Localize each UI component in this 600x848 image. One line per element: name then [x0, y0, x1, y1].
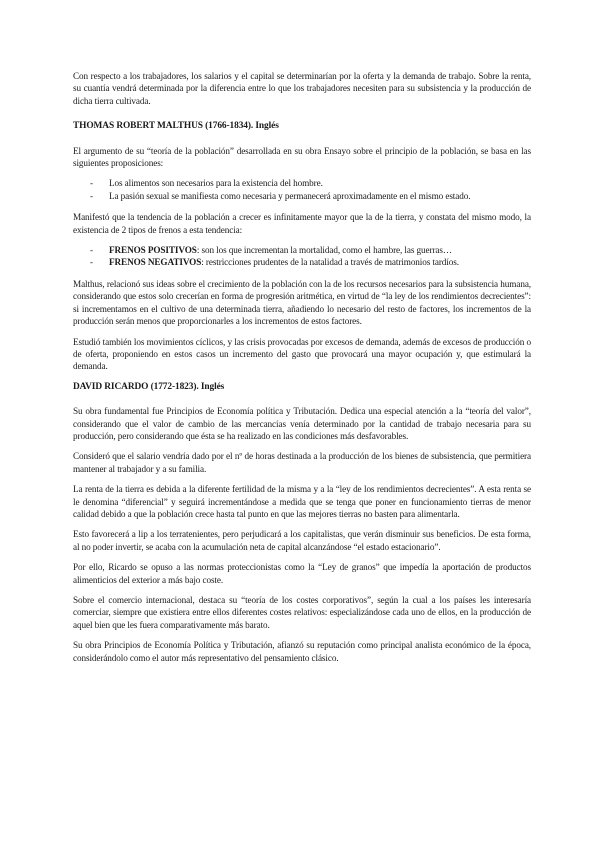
- dash-bullet: -: [90, 178, 93, 189]
- malthus-paragraph-4: Estudió también los movimientos cíclicos, y las crisis provocadas por excesos de demanda, además de excesos de producción o de oferta, proponiendo en estos casos un incremento del gasto que provocará una mayor ocupación y, que estimulará la demanda.: [73, 336, 531, 372]
- ricardo-paragraph-3: La renta de la tierra es debida a la diferente fertilidad de la misma y a la “ley de los rendimientos decrecientes”. A esta renta se le denomina “diferencial” y seguirá incrementándose a medida que se tenga que poner en funcionamiento tierras de menor calidad debido a que la población crece hasta tal punto en que las mejores tierras no basten para alimentarla.: [73, 484, 531, 519]
- dash-bullet: -: [90, 245, 93, 256]
- ricardo-paragraph-1: Su obra fundamental fue Principios de Economía política y Tributación. Dedica una especial atención a la “teoría del valor”, considerando que el valor de cambio de las mercancías venía determinado por la cantidad de trabajo necesaria para su producción, pero considerando que ésta se ha realizado en las condiciones más desfavorables.: [73, 406, 531, 441]
- frenos-positivos-term: FRENOS POSITIVOS: [109, 245, 197, 256]
- ricardo-paragraph-7: Su obra Principios de Economía Política y Tributación, afianzó su reputación como principal analista económico de la época, considerándolo como el autor más representativo del pensamiento clásico.: [73, 640, 531, 663]
- frenos-list: [73, 244, 531, 269]
- malthus-paragraph-2: Manifestó que la tendencia de la población a crecer es infinitamente mayor que la de la tierra, y constata del mismo modo, la existencia de 2 tipos de frenos a esta tendencia:: [73, 212, 531, 235]
- malthus-paragraph-3: Malthus, relacionó sus ideas sobre el crecimiento de la población con la de los recursos necesarios para la subsistencia humana, considerando que estos solo crecerían en forma de progresión aritmética, en virtud de “la ley de los rendimientos decrecientes”: si incrementamos en el cultivo de una determinada tierra, añadiendo lo necesario del resto de factores, los incrementos de la producción serán menos que proporcionarles a los incrementos de estos factores.: [73, 278, 531, 327]
- ricardo-paragraph-5: Por ello, Ricardo se opuso a las normas proteccionistas como la “Ley de granos” que impedía la aportación de productos alimenticios del exterior a más bajo coste.: [73, 562, 531, 585]
- malthus-paragraph-1: El argumento de su “teoría de la población” desarrollada en su obra Ensayo sobre el principio de la población, se basa en las siguientes proposiciones:: [73, 145, 531, 169]
- dash-bullet: -: [90, 257, 93, 268]
- list-item: - La pasión sexual se manifiesta como necesaria y permanecerá aproximadamente en el mismo estado.: [90, 190, 471, 201]
- dash-bullet: -: [90, 190, 93, 201]
- frenos-negativos-term: FRENOS NEGATIVOS: [109, 257, 202, 268]
- ricardo-heading: DAVID RICARDO (1772-1823). Inglés: [73, 381, 225, 392]
- ricardo-paragraph-4: Esto favorecerá a lip a los terratenientes, pero perjudicará a los capitalistas, que verán disminuir sus beneficios. De esta forma, al no poder invertir, se acaba con la acumulación neta de capital alcanzándose “el estado estacionario”.: [73, 529, 531, 552]
- list-item: - FRENOS POSITIVOS: son los que incrementan la mortalidad, como el hambre, las guerras…: [90, 245, 452, 256]
- list-item: - FRENOS NEGATIVOS: restricciones prudentes de la natalidad a través de matrimonios tardíos.: [90, 257, 459, 268]
- list-item: - Los alimentos son necesarios para la existencia del hombre.: [90, 178, 323, 189]
- malthus-heading: THOMAS ROBERT MALTHUS (1766-1834). Inglés: [73, 121, 279, 132]
- ricardo-paragraph-2: Consideró que el salario vendría dado por el nº de horas destinada a la producción de los bienes de subsistencia, que permitiera mantener al trabajador y a su familia.: [73, 451, 531, 474]
- malthus-propositions-list: [73, 177, 531, 202]
- ricardo-paragraph-6: Sobre el comercio internacional, destaca su “teoría de los costes corporativos”, según la cual a los países les interesaría comerciar, siempre que existiera entre ellos diferentes costes relativos: especializándose cada uno de ellos, en la producción de aquel bien que les fuera comparativamente más barato.: [73, 595, 531, 630]
- document-page: [73, 70, 531, 672]
- intro-paragraph: Con respecto a los trabajadores, los salarios y el capital se determinarían por la oferta y la demanda de trabajo. Sobre la renta, su cuantía vendrá determinada por la diferencia entre lo que los trabajadores necesiten para su subsistencia y la producción de dicha tierra cultivada.: [73, 71, 531, 106]
